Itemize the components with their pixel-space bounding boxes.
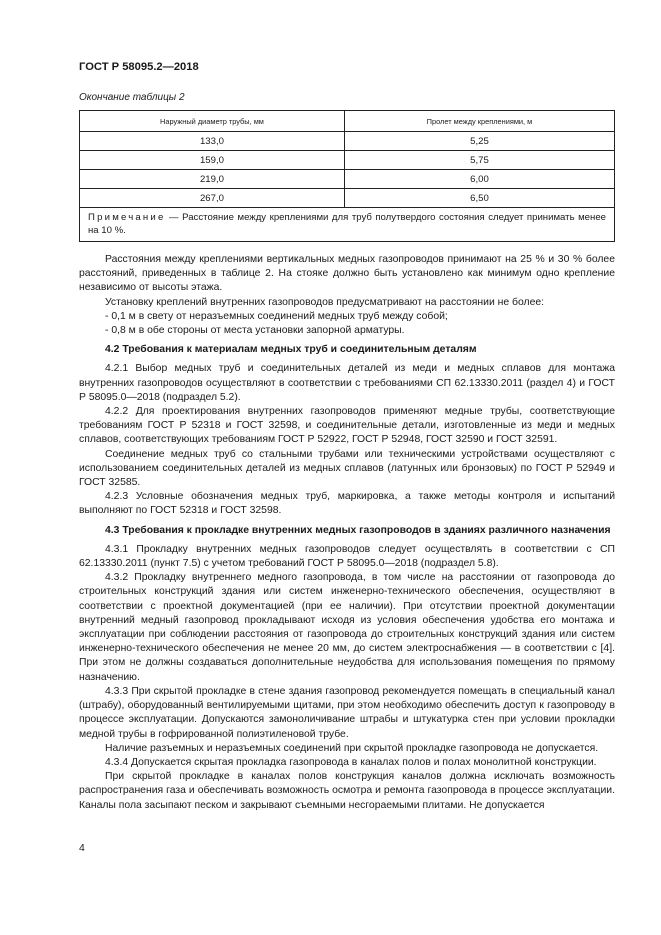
paragraph: 4.2.2 Для проектирования внутренних газопроводов применяют медные трубы, соответствующие требованиям ГОСТ Р 52318 и ГОСТ 32598, и соединительные детали, изготовленные из меди и медных сплавов, соответствующих требованиям ГОСТ Р 52922, ГОСТ Р 52948, ГОСТ 32590 и ГОСТ 32591. <box>79 406 615 446</box>
table-cell-diameter: 159,0 <box>80 151 345 170</box>
document-header: ГОСТ Р 58095.2—2018 <box>79 61 199 73</box>
section-heading-4-3: 4.3 Требования к прокладке внутренних медных газопроводов в зданиях различного назначения <box>105 524 611 536</box>
column-header-span: Пролет между креплениями, м <box>344 111 614 132</box>
note-text: — Расстояние между креплениями для труб полутвердого состояния следует принимать менее на 10 %. <box>88 212 606 236</box>
table-cell-span: 5,75 <box>344 151 614 170</box>
table-note <box>80 208 615 242</box>
document-body <box>79 253 615 813</box>
table-note-row <box>80 208 615 242</box>
table-row <box>80 132 615 151</box>
paragraph: 4.3.2 Прокладку внутреннего медного газопровода, в том числе на расстоянии от газопровода до строительных конструкций здания или систем инженерно-технического обеспечения, осуществляют в соответствии с проектной документацией (при ее наличии). При отсутствии проектной документации внутренний медный газопровод прокладывают исходя из условия обеспечения удобства его монтажа и эксплуатации при соблюдении расстояния от газопровода до строительных конструкций здания или систем инженерно-технического обеспечения не менее 20 мм, до систем электроснабжения — в соответствии с [4]. При этом не должны создаваться дополнительные неудобства для использования помещения по прямому назначению. <box>79 572 615 683</box>
table-cell-span: 5,25 <box>344 132 614 151</box>
list-item: - 0,8 м в обе стороны от места установки запорной арматуры. <box>105 325 405 337</box>
table-cell-span: 6,00 <box>344 170 614 189</box>
list-item: - 0,1 м в свету от неразъемных соединений медных труб между собой; <box>105 310 448 322</box>
paragraph: При скрытой прокладке в каналах полов конструкция каналов должна исключать возможность распространения газа и обеспечивать возможность осмотра и ремонта газопровода в процессе эксплуатации. Каналы пола засыпают песком и закрывают съемными несгораемыми плитами. Не допускается <box>79 771 615 811</box>
table-row <box>80 170 615 189</box>
pipe-support-table <box>79 110 615 242</box>
table-caption: Окончание таблицы 2 <box>79 92 185 103</box>
table-cell-span: 6,50 <box>344 189 614 208</box>
note-label: Примечание <box>88 212 166 223</box>
table-header-row <box>80 111 615 132</box>
paragraph: 4.2.1 Выбор медных труб и соединительных деталей из меди и медных сплавов для монтажа внутренних газопроводов осуществляют в соответствии с требованиями СП 62.13330.2011 (раздел 4) и ГОСТ Р 58095.0—2018 (подраздел 5.2). <box>79 363 615 403</box>
section-heading-4-2: 4.2 Требования к материалам медных труб и соединительным деталям <box>105 344 477 356</box>
table-row <box>80 189 615 208</box>
table-cell-diameter: 267,0 <box>80 189 345 208</box>
page-number: 4 <box>79 843 85 854</box>
paragraph: 4.3.4 Допускается скрытая прокладка газопровода в каналах полов и полах монолитной конструкции. <box>105 756 597 768</box>
paragraph: 4.2.3 Условные обозначения медных труб, маркировка, а также методы контроля и испытаний выполняют по ГОСТ 52318 и ГОСТ 32598. <box>79 491 615 517</box>
table-row <box>80 151 615 170</box>
table-cell-diameter: 219,0 <box>80 170 345 189</box>
paragraph: 4.3.1 Прокладку внутренних медных газопроводов следует осуществлять в соответствии с СП 62.13330.2011 (пункт 7.5) с учетом требований ГОСТ Р 58095.0—2018 (подраздел 5.8). <box>79 543 615 570</box>
paragraph: Наличие разъемных и неразъемных соединений при скрытой прокладке газопровода не допускается. <box>105 742 599 754</box>
table-cell-diameter: 133,0 <box>80 132 345 151</box>
paragraph: Установку креплений внутренних газопроводов предусматривают на расстоянии не более: <box>105 296 545 308</box>
column-header-diameter: Наружный диаметр трубы, мм <box>80 111 345 132</box>
paragraph: Расстояния между креплениями вертикальных медных газопроводов принимают на 25 % и 30 % более расстояний, приведенных в таблице 2. На стояке должно быть установлено как минимум одно крепление независимо от высоты этажа. <box>79 254 615 294</box>
paragraph: 4.3.3 При скрытой прокладке в стене здания газопровод рекомендуется помещать в специальный канал (штрабу), оборудованный вентилируемыми щитами, при этом необходимо обеспечить доступ к газопроводу в процессе эксплуатации. Допускаются замоноличивание штрабы и штукатурка стен при условии прокладки медной трубы в гофрированной полиэтиленовой трубе. <box>79 685 615 740</box>
paragraph: Соединение медных труб со стальными трубами или техническими устройствами осуществляют с использованием соединительных деталей из медных сплавов (латунных или бронзовых) по ГОСТ Р 52949 и ГОСТ 32585. <box>79 448 615 489</box>
